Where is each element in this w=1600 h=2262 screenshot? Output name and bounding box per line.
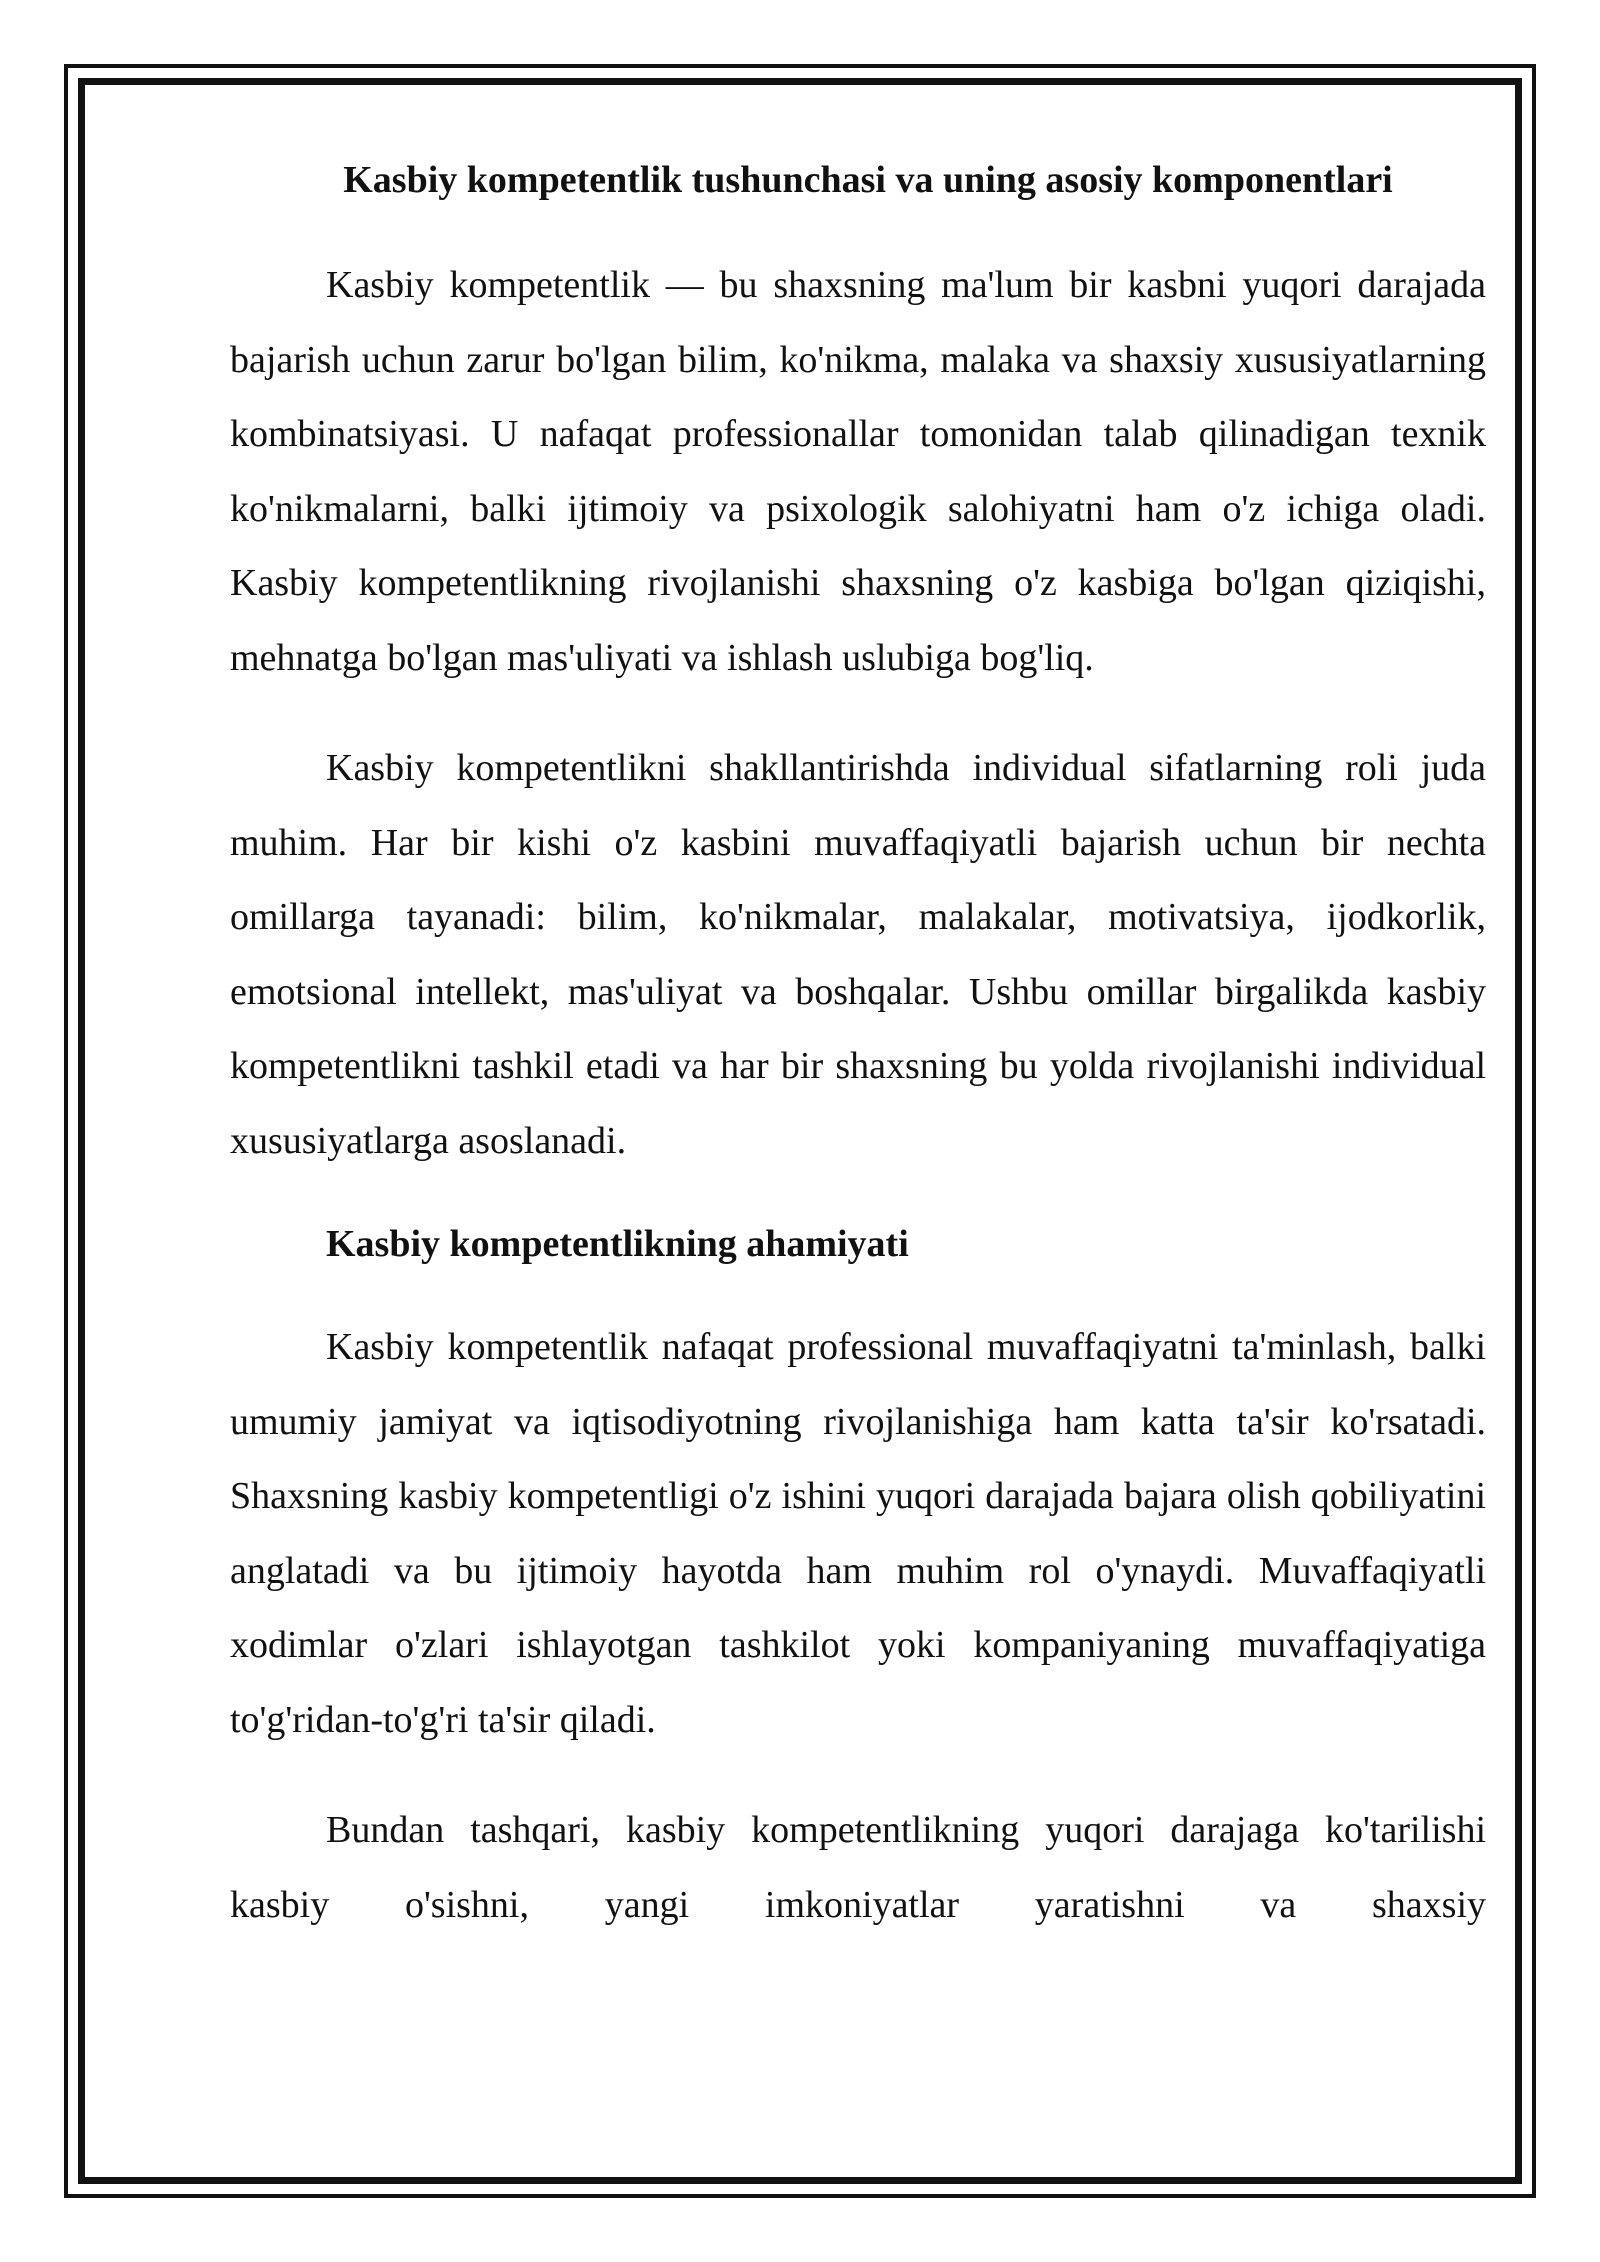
- document-title: Kasbiy kompetentlik tushunchasi va uning asosiy komponentlari: [343, 159, 1393, 201]
- paragraph-individual-qualities: Kasbiy kompetentlikni shakllantirishda individual sifatlarning roli juda muhim. Har bir kishi o'z kasbini muvaffaqiyatli bajarish uchun bir nechta omillarga tayanadi: bilim, ko'nikmalar, malakalar, motivatsiya, ijodkorlik, emotsional intellekt, mas'uliyat va boshqalar. Ushbu omillar birgalikda kasbiy kompetentlikni tashkil etadi va har bir shaxsning bu yolda rivojlanishi individual xususiyatlarga asoslanadi.: [230, 747, 1486, 1162]
- section-heading-importance: Kasbiy kompetentlikning ahamiyati: [326, 1223, 909, 1265]
- document-body: [230, 150, 1486, 1978]
- paragraph-importance: Kasbiy kompetentlik nafaqat professional muvaffaqiyatni ta'minlash, balki umumiy jamiyat va iqtisodiyotning rivojlanishiga ham katta ta'sir ko'rsatadi. Shaxsning kasbiy kompetentligi o'z ishini yuqori darajada bajara olish qobiliyatini anglatadi va bu ijtimoiy hayotda ham muhim rol o'ynaydi. Muvaffaqiyatli xodimlar o'zlari ishlayotgan tashkilot yoki kompaniyaning muvaffaqiyatiga to'g'ridan-to'g'ri ta'sir qiladi.: [230, 1326, 1486, 1741]
- paragraph-definition: Kasbiy kompetentlik — bu shaxsning ma'lum bir kasbni yuqori darajada bajarish uchun zarur bo'lgan bilim, ko'nikma, malaka va shaxsiy xususiyatlarning kombinatsiyasi. U nafaqat professionallar tomonidan talab qilinadigan texnik ko'nikmalarni, balki ijtimoiy va psixologik salohiyatni ham o'z ichiga oladi. Kasbiy kompetentlikning rivojlanishi shaxsning o'z kasbiga bo'lgan qiziqishi, mehnatga bo'lgan mas'uliyati va ishlash uslubiga bog'liq.: [230, 264, 1486, 679]
- paragraph-growth: Bundan tashqari, kasbiy kompetentlikning yuqori darajaga ko'tarilishi kasbiy o'sishni, yangi imkoniyatlar yaratishni va shaxsiy: [230, 1809, 1486, 1926]
